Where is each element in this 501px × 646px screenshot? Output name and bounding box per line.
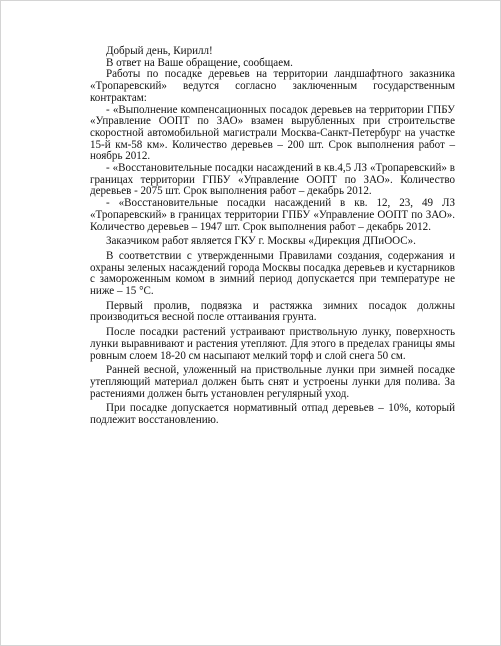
contract-item-1: - «Выполнение компенсационных посадок деревьев на территории ГПБУ «Управление ООПТ по ЗАО» взамен вырубленных при строительстве скоростной автомобильной магистрали Москва-Санкт-Петербург на участке 15-й км-58 км». Количество деревьев – 200 шт. Срок выполнения работ – ноябрь 2012.	[90, 103, 455, 163]
paragraph-customer: Заказчиком работ является ГКУ г. Москвы «Дирекция ДПиООС».	[106, 235, 416, 248]
contract-item-3: - «Восстановительные посадки насаждений в кв. 12, 23, 49 ЛЗ «Тропаревский» в границах территории ГПБУ «Управление ООПТ по ЗАО». Количество деревьев – 1947 шт. Срок выполнения работ – декабрь 2012.	[90, 197, 455, 233]
paragraph-spring: Ранней весной, уложенный на приствольные лунки при зимней посадке утепляющий материал должен быть снят и устроены лунки для полива. За растениями должен быть установлен регулярный уход.	[90, 364, 455, 400]
letter-body	[90, 46, 455, 427]
paragraph-planting-hole: После посадки растений устраивают приствольную лунку, поверхность лунки выравнивают и растения утепляют. Для этого в пределах границы ямы ровным слоем 18-20 см насыпают мелкий торф и слой снега 50 см.	[90, 326, 455, 362]
paragraph-contracts: Работы по посадке деревьев на территории ландшафтного заказника «Тропаревский» ведутся согласно заключенным государственным контрактам:	[90, 68, 455, 104]
intro-line: В ответ на Ваше обращение, сообщаем.	[106, 56, 293, 69]
contract-item-2: - «Восстановительные посадки насаждений в кв.4,5 ЛЗ «Тропаревский» в границах территории ГПБУ «Управление ООПТ по ЗАО». Количество деревьев - 2075 шт. Срок выполнения работ – декабрь 2012.	[90, 162, 455, 198]
greeting: Добрый день, Кирилл!	[106, 45, 213, 57]
paragraph-first-watering: Первый пролив, подвязка и растяжка зимних посадок должны производиться весной после оттаивания грунта.	[90, 299, 455, 324]
paragraph-rules: В соответствии с утвержденными Правилами создания, содержания и охраны зеленых насаждений города Москвы посадка деревьев и кустарников с замороженным комом в зимний период допускается при температуре не ниже – 15 °С.	[90, 249, 455, 298]
paragraph-loss: При посадке допускается нормативный отпад деревьев – 10%, который подлежит восстановлению.	[90, 402, 455, 427]
